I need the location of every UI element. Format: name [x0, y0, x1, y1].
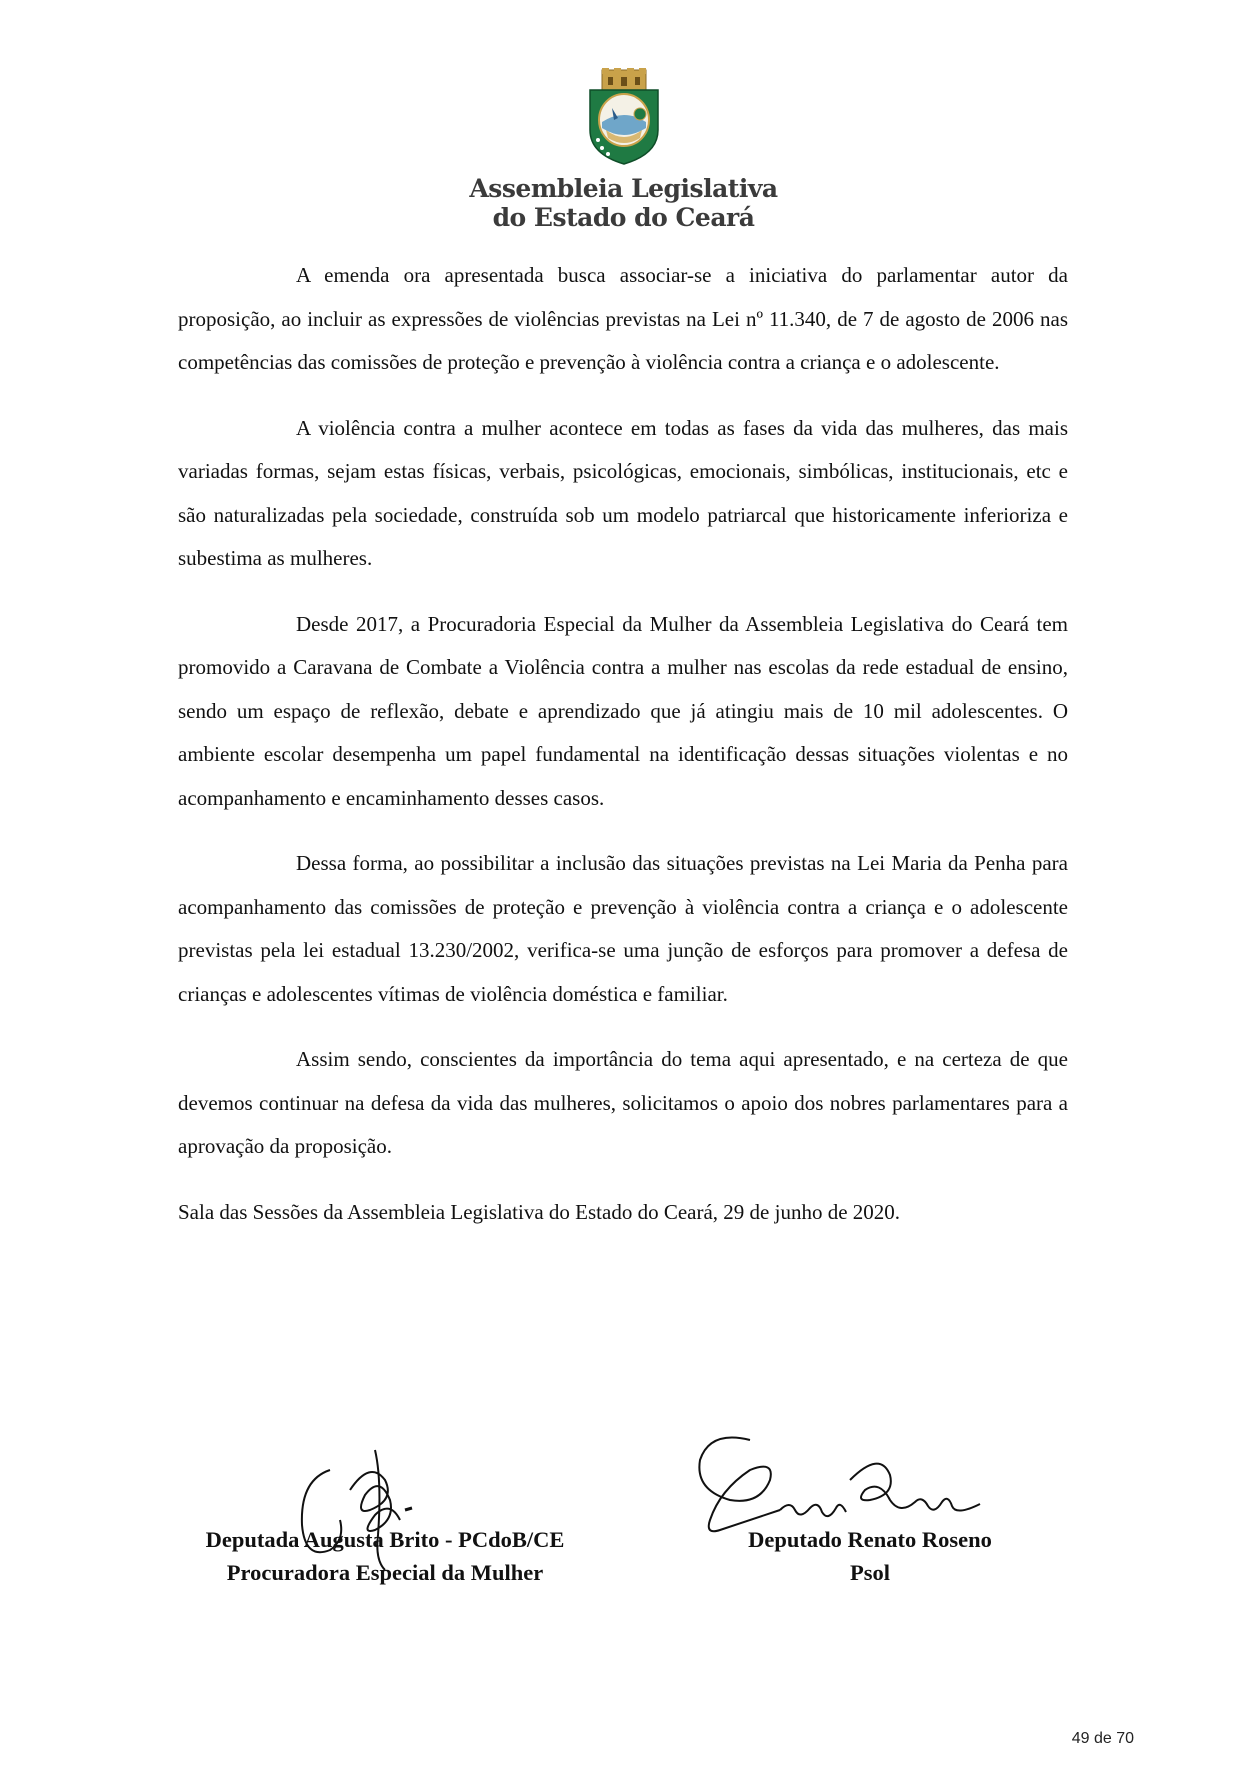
signer-right-name: Deputado Renato Roseno [748, 1527, 992, 1552]
signature-block-left [150, 1523, 620, 1589]
paragraph-2: A violência contra a mulher acontece em todas as fases da vida das mulheres, das mais variadas formas, sejam estas físicas, verbais, psicológicas, emocionais, simbólicas, institucionais, etc e são naturalizadas pela sociedade, construída sob um modelo patriarcal que historicamente inferioriza e subestima as mulheres. [178, 415, 1068, 570]
institution-name-line1: Assembleia Legislativa [469, 174, 778, 203]
signer-left-role: Procuradora Especial da Mulher [226, 1560, 544, 1585]
state-coat-of-arms-icon [584, 68, 664, 166]
letterhead [0, 68, 1247, 232]
paragraph-5: Assim sendo, conscientes da importância do tema aqui apresentado, e na certeza de que devemos continuar na defesa da vida das mulheres, solicitamos o apoio dos nobres parlamentares para a aprovação da proposição. [178, 1047, 1068, 1158]
signature-right-icon [690, 1420, 990, 1540]
signature-block-right [700, 1523, 1040, 1589]
paragraph-3: Desde 2017, a Procuradoria Especial da Mulher da Assembleia Legislativa do Ceará tem promovido a Caravana de Combate a Violência contra a mulher nas escolas da rede estadual de ensino, sendo um espaço de reflexão, debate e aprendizado que já atingiu mais de 10 mil adolescentes. O ambiente escolar desempenha um papel fundamental na identificação dessas situações violentas e no acompanhamento e encaminhamento desses casos. [178, 611, 1068, 810]
paragraph-4: Dessa forma, ao possibilitar a inclusão das situações previstas na Lei Maria da Penha para acompanhamento das comissões de proteção e prevenção à violência contra a criança e o adolescente previstas pela lei estadual 13.230/2002, verifica-se uma junção de esforços para promover a defesa de crianças e adolescentes vítimas de violência doméstica e familiar. [178, 851, 1068, 1006]
document-body [178, 254, 1068, 1234]
institution-name-line2: do Estado do Ceará [492, 203, 755, 232]
signer-left-name: Deputada Augusta Brito - PCdoB/CE [205, 1527, 565, 1552]
paragraph-1: A emenda ora apresentada busca associar-se a iniciativa do parlamentar autor da proposição, ao incluir as expressões de violências previstas na Lei nº 11.340, de 7 de agosto de 2006 nas competências das comissões de proteção e prevenção à violência contra a criança e o adolescente. [178, 263, 1068, 374]
signer-right-role: Psol [849, 1560, 890, 1585]
closing-line: Sala das Sessões da Assembleia Legislativa do Estado do Ceará, 29 de junho de 2020. [178, 1199, 901, 1224]
page-number: 49 de 70 [1071, 1730, 1134, 1747]
